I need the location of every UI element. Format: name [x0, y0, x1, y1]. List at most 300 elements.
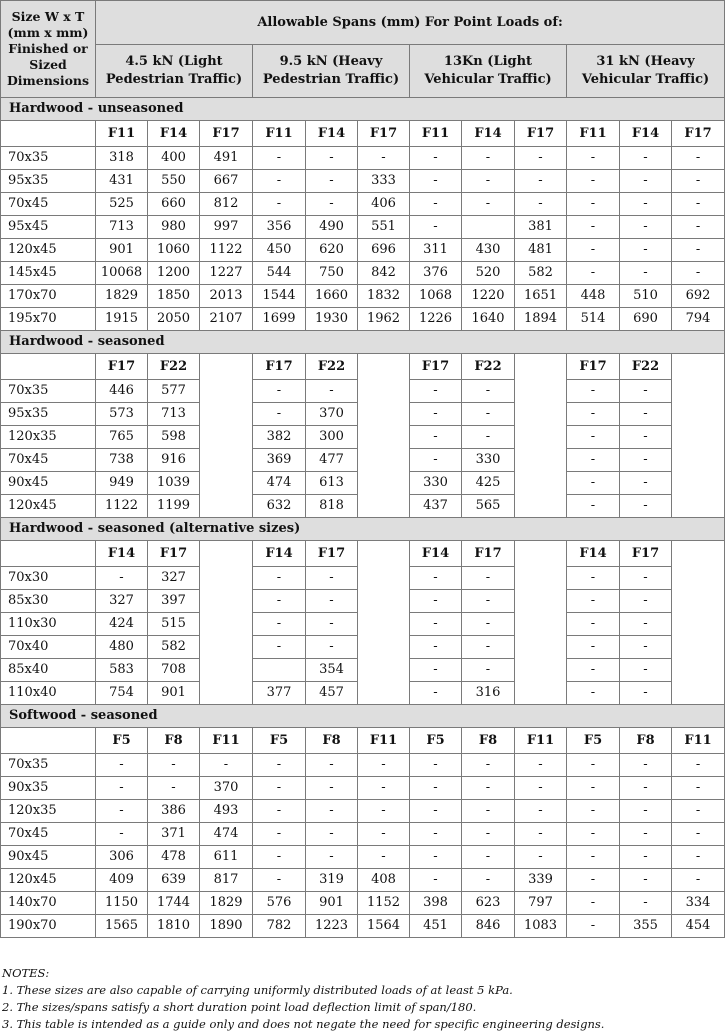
span-value-cell: 1930: [306, 308, 358, 331]
empty-cell: [672, 590, 725, 613]
span-value-cell: -: [410, 823, 462, 846]
span-value-cell: -: [567, 659, 620, 682]
table-row: [1, 682, 725, 705]
empty-cell: [358, 613, 410, 636]
span-value-cell: -: [620, 777, 672, 800]
span-value-cell: 330: [410, 472, 462, 495]
size-cell: 85x30: [1, 590, 96, 613]
span-value-cell: -: [567, 170, 620, 193]
span-value-cell: -: [567, 472, 620, 495]
empty-cell: [358, 449, 410, 472]
grade-label: F11: [567, 121, 620, 147]
span-value-cell: 316: [462, 682, 515, 705]
span-value-cell: 598: [148, 426, 200, 449]
grade-label: F11: [253, 121, 306, 147]
span-value-cell: -: [306, 147, 358, 170]
span-value-cell: -: [620, 426, 672, 449]
span-value-cell: -: [620, 193, 672, 216]
span-value-cell: -: [672, 777, 725, 800]
span-value-cell: 1220: [462, 285, 515, 308]
span-value-cell: -: [306, 846, 358, 869]
section-title-row: [1, 518, 725, 541]
empty-cell: [672, 380, 725, 403]
span-value-cell: -: [462, 869, 515, 892]
table-row: [1, 285, 725, 308]
span-value-cell: -: [410, 682, 462, 705]
span-value-cell: 1223: [306, 915, 358, 938]
span-value-cell: 1226: [410, 308, 462, 331]
span-value-cell: 696: [358, 239, 410, 262]
table-row: [1, 823, 725, 846]
span-value-cell: -: [567, 869, 620, 892]
section-title: Hardwood - seasoned: [1, 331, 725, 354]
empty-cell: [358, 495, 410, 518]
span-value-cell: 1832: [358, 285, 410, 308]
span-value-cell: -: [515, 800, 567, 823]
empty-cell: [515, 354, 567, 380]
table-row: [1, 777, 725, 800]
span-value-cell: 451: [410, 915, 462, 938]
size-cell: 190x70: [1, 915, 96, 938]
span-value-cell: 713: [148, 403, 200, 426]
grade-label: F14: [462, 121, 515, 147]
span-value-cell: 330: [462, 449, 515, 472]
span-value-cell: -: [253, 193, 306, 216]
empty-cell: [515, 495, 567, 518]
span-value-cell: 2013: [200, 285, 253, 308]
span-value-cell: 1660: [306, 285, 358, 308]
empty-cell: [200, 403, 253, 426]
span-value-cell: -: [96, 754, 148, 777]
table-row: [1, 147, 725, 170]
section-title: Hardwood - seasoned (alternative sizes): [1, 518, 725, 541]
empty-cell: [200, 567, 253, 590]
span-value-cell: 386: [148, 800, 200, 823]
span-value-cell: 794: [672, 308, 725, 331]
table-row: [1, 915, 725, 938]
span-value-cell: 611: [200, 846, 253, 869]
span-value-cell: 327: [96, 590, 148, 613]
span-value-cell: 667: [200, 170, 253, 193]
empty-cell: [515, 472, 567, 495]
table-row: [1, 869, 725, 892]
span-value-cell: -: [620, 754, 672, 777]
span-value-cell: -: [306, 567, 358, 590]
span-value-cell: -: [567, 800, 620, 823]
grade-label: F14: [253, 541, 306, 567]
span-value-cell: -: [253, 800, 306, 823]
empty-cell: [515, 682, 567, 705]
section-title-row: [1, 98, 725, 121]
size-cell: 120x45: [1, 869, 96, 892]
span-value-cell: 1068: [410, 285, 462, 308]
span-value-cell: 812: [200, 193, 253, 216]
size-cell: 70x35: [1, 147, 96, 170]
span-value-cell: 1060: [148, 239, 200, 262]
span-value-cell: -: [567, 777, 620, 800]
span-value-cell: 1829: [96, 285, 148, 308]
span-value-cell: -: [253, 147, 306, 170]
span-value-cell: 738: [96, 449, 148, 472]
empty-cell: [200, 636, 253, 659]
span-value-cell: 454: [672, 915, 725, 938]
span-value-cell: -: [358, 823, 410, 846]
span-value-cell: 370: [306, 403, 358, 426]
grade-label: F17: [306, 541, 358, 567]
span-value-cell: -: [306, 193, 358, 216]
span-value-cell: -: [515, 193, 567, 216]
span-value-cell: 480: [96, 636, 148, 659]
empty-cell: [515, 426, 567, 449]
span-value-cell: 409: [96, 869, 148, 892]
span-value-cell: 639: [148, 869, 200, 892]
empty-cell: [672, 613, 725, 636]
span-value-cell: -: [672, 823, 725, 846]
span-value-cell: -: [306, 800, 358, 823]
span-value-cell: 520: [462, 262, 515, 285]
span-value-cell: 491: [200, 147, 253, 170]
span-value-cell: -: [567, 239, 620, 262]
span-value-cell: -: [567, 846, 620, 869]
span-value-cell: -: [620, 449, 672, 472]
size-cell: 95x35: [1, 170, 96, 193]
span-value-cell: -: [253, 170, 306, 193]
table-row: [1, 449, 725, 472]
span-value-cell: 1544: [253, 285, 306, 308]
span-value-cell: 708: [148, 659, 200, 682]
span-value-cell: -: [306, 613, 358, 636]
span-value-cell: -: [567, 823, 620, 846]
grade-label: F17: [620, 541, 672, 567]
span-value-cell: 1699: [253, 308, 306, 331]
span-value-cell: -: [306, 823, 358, 846]
span-value-cell: 1122: [96, 495, 148, 518]
span-value-cell: -: [567, 915, 620, 938]
span-value-cell: -: [200, 754, 253, 777]
span-value-cell: 613: [306, 472, 358, 495]
span-value-cell: 430: [462, 239, 515, 262]
span-value-cell: -: [620, 846, 672, 869]
grade-label: F11: [200, 728, 253, 754]
span-value-cell: -: [358, 777, 410, 800]
size-cell: 70x30: [1, 567, 96, 590]
span-value-cell: -: [410, 777, 462, 800]
span-value-cell: -: [462, 754, 515, 777]
table-row: [1, 216, 725, 239]
empty-cell: [672, 426, 725, 449]
size-cell: 120x35: [1, 800, 96, 823]
span-value-cell: -: [253, 777, 306, 800]
empty-cell: [515, 403, 567, 426]
span-value-cell: 474: [200, 823, 253, 846]
size-cell: 95x45: [1, 216, 96, 239]
empty-cell: [358, 426, 410, 449]
span-value-cell: 997: [200, 216, 253, 239]
span-value-cell: 377: [253, 682, 306, 705]
span-value-cell: 2050: [148, 308, 200, 331]
span-value-cell: -: [567, 495, 620, 518]
span-value-cell: -: [253, 846, 306, 869]
grade-label: F17: [253, 354, 306, 380]
allowable-spans-header: Allowable Spans (mm) For Point Loads of:: [96, 1, 725, 45]
span-value-cell: 369: [253, 449, 306, 472]
span-value-cell: 510: [620, 285, 672, 308]
empty-cell: [200, 682, 253, 705]
span-value-cell: 490: [306, 216, 358, 239]
span-value-cell: 916: [148, 449, 200, 472]
grade-label: F5: [567, 728, 620, 754]
span-value-cell: -: [358, 800, 410, 823]
span-value-cell: 371: [148, 823, 200, 846]
span-value-cell: -: [96, 823, 148, 846]
span-value-cell: -: [462, 147, 515, 170]
size-cell: 110x30: [1, 613, 96, 636]
load-header-31kn: 31 kN (Heavy Vehicular Traffic): [567, 45, 725, 98]
span-value-cell: -: [620, 590, 672, 613]
span-value-cell: 620: [306, 239, 358, 262]
span-value-cell: -: [306, 636, 358, 659]
empty-cell: [358, 403, 410, 426]
span-value-cell: 565: [462, 495, 515, 518]
load-header-13kn: 13Kn (Light Vehicular Traffic): [410, 45, 567, 98]
span-value-cell: -: [567, 426, 620, 449]
empty-cell: [358, 380, 410, 403]
span-value-cell: -: [567, 380, 620, 403]
grade-header-row: [1, 121, 725, 147]
span-value-cell: 1829: [200, 892, 253, 915]
span-value-cell: -: [306, 170, 358, 193]
span-value-cell: -: [462, 846, 515, 869]
grade-label: F17: [515, 121, 567, 147]
span-value-cell: -: [96, 800, 148, 823]
span-value-cell: 1039: [148, 472, 200, 495]
section-title-row: [1, 331, 725, 354]
size-cell: 120x45: [1, 495, 96, 518]
table-row: [1, 846, 725, 869]
span-value-cell: -: [306, 754, 358, 777]
span-value-cell: -: [410, 636, 462, 659]
table-row: [1, 800, 725, 823]
load-header-9-5kn: 9.5 kN (Heavy Pedestrian Traffic): [253, 45, 410, 98]
empty-cell: [672, 354, 725, 380]
span-value-cell: 1199: [148, 495, 200, 518]
notes-title: NOTES:: [2, 966, 50, 980]
span-value-cell: -: [462, 800, 515, 823]
span-value-cell: 623: [462, 892, 515, 915]
span-value-cell: -: [567, 754, 620, 777]
span-value-cell: -: [515, 823, 567, 846]
span-value-cell: -: [620, 495, 672, 518]
span-value-cell: 1640: [462, 308, 515, 331]
empty-cell: [358, 541, 410, 567]
span-value-cell: 582: [515, 262, 567, 285]
empty-cell: [515, 613, 567, 636]
span-value-cell: 370: [200, 777, 253, 800]
size-cell: 70x35: [1, 754, 96, 777]
empty-cell: [515, 449, 567, 472]
span-value-cell: -: [620, 239, 672, 262]
grade-label: F11: [358, 728, 410, 754]
span-value-cell: 400: [148, 147, 200, 170]
empty-cell: [358, 567, 410, 590]
span-value-cell: 355: [620, 915, 672, 938]
span-value-cell: 525: [96, 193, 148, 216]
span-value-cell: -: [462, 659, 515, 682]
span-value-cell: 515: [148, 613, 200, 636]
span-value-cell: -: [672, 216, 725, 239]
span-value-cell: 311: [410, 239, 462, 262]
table-row: [1, 380, 725, 403]
span-value-cell: -: [567, 262, 620, 285]
size-cell: 90x35: [1, 777, 96, 800]
size-cell: 70x45: [1, 823, 96, 846]
span-value-cell: 583: [96, 659, 148, 682]
size-cell: 110x40: [1, 682, 96, 705]
span-value-cell: 457: [306, 682, 358, 705]
empty-cell: [515, 659, 567, 682]
grade-label: F14: [410, 541, 462, 567]
span-value-cell: -: [462, 193, 515, 216]
table-row: [1, 308, 725, 331]
note-item: 2. The sizes/spans satisfy a short duration point load deflection limit of span/180.: [2, 1000, 477, 1014]
grade-label: F17: [96, 354, 148, 380]
span-value-cell: -: [410, 869, 462, 892]
section-title-row: [1, 705, 725, 728]
span-value-cell: -: [306, 777, 358, 800]
span-value-cell: -: [410, 567, 462, 590]
table-row: [1, 636, 725, 659]
span-value-cell: 319: [306, 869, 358, 892]
table-row: [1, 239, 725, 262]
grade-label: F11: [515, 728, 567, 754]
empty-cell: [672, 567, 725, 590]
span-value-cell: -: [253, 567, 306, 590]
span-value-cell: 949: [96, 472, 148, 495]
span-value-cell: -: [620, 472, 672, 495]
grade-label: F14: [620, 121, 672, 147]
span-value-cell: 300: [306, 426, 358, 449]
span-value-cell: 1152: [358, 892, 410, 915]
span-value-cell: 437: [410, 495, 462, 518]
notes-block: [2, 965, 722, 1033]
size-cell: 70x35: [1, 380, 96, 403]
table-row: [1, 170, 725, 193]
size-cell: 85x40: [1, 659, 96, 682]
span-value-cell: 478: [148, 846, 200, 869]
span-value-cell: 846: [462, 915, 515, 938]
span-value-cell: 1810: [148, 915, 200, 938]
span-value-cell: -: [96, 777, 148, 800]
span-value-cell: -: [620, 892, 672, 915]
span-value-cell: 397: [148, 590, 200, 613]
span-value-cell: -: [410, 846, 462, 869]
empty-cell: [200, 659, 253, 682]
section-title: Hardwood - unseasoned: [1, 98, 725, 121]
grade-label: F5: [96, 728, 148, 754]
span-value-cell: -: [462, 403, 515, 426]
size-cell: 70x45: [1, 193, 96, 216]
span-value-cell: 576: [253, 892, 306, 915]
size-cell: 90x45: [1, 846, 96, 869]
span-value-cell: -: [672, 754, 725, 777]
span-value-cell: -: [410, 216, 462, 239]
span-value-cell: [462, 216, 515, 239]
size-column-header: Size W x T (mm x mm) Finished or Sized Dimensions: [1, 1, 96, 98]
span-value-cell: -: [620, 403, 672, 426]
table-row: [1, 567, 725, 590]
span-value-cell: -: [462, 636, 515, 659]
grade-header-spacer: [1, 121, 96, 147]
empty-cell: [358, 636, 410, 659]
span-value-cell: -: [620, 380, 672, 403]
span-value-cell: -: [410, 403, 462, 426]
span-value-cell: -: [410, 590, 462, 613]
span-value-cell: 514: [567, 308, 620, 331]
empty-cell: [200, 590, 253, 613]
span-value-cell: -: [620, 800, 672, 823]
span-value-cell: 1122: [200, 239, 253, 262]
span-value-cell: 544: [253, 262, 306, 285]
empty-cell: [358, 682, 410, 705]
size-cell: 120x45: [1, 239, 96, 262]
span-value-cell: 425: [462, 472, 515, 495]
span-value-cell: 1150: [96, 892, 148, 915]
span-value-cell: -: [620, 613, 672, 636]
span-value-cell: 1890: [200, 915, 253, 938]
table-row: [1, 193, 725, 216]
table-row: [1, 613, 725, 636]
span-value-cell: -: [253, 636, 306, 659]
span-value-cell: -: [253, 403, 306, 426]
span-value-cell: -: [515, 170, 567, 193]
grade-label: F14: [96, 541, 148, 567]
span-value-cell: 692: [672, 285, 725, 308]
grade-header-row: [1, 541, 725, 567]
span-value-cell: -: [148, 754, 200, 777]
span-value-cell: 901: [306, 892, 358, 915]
grade-label: F8: [462, 728, 515, 754]
span-value-cell: -: [567, 613, 620, 636]
span-value-cell: 1850: [148, 285, 200, 308]
load-header-4-5kn: 4.5 kN (Light Pedestrian Traffic): [96, 45, 253, 98]
span-value-cell: 582: [148, 636, 200, 659]
span-value-cell: 382: [253, 426, 306, 449]
grade-header-row: [1, 728, 725, 754]
span-value-cell: -: [620, 216, 672, 239]
span-value-cell: -: [410, 170, 462, 193]
table-row: [1, 495, 725, 518]
span-value-cell: -: [620, 869, 672, 892]
empty-cell: [358, 659, 410, 682]
span-value-cell: -: [515, 147, 567, 170]
span-value-cell: 1565: [96, 915, 148, 938]
span-value-cell: -: [672, 262, 725, 285]
span-value-cell: 318: [96, 147, 148, 170]
span-value-cell: 2107: [200, 308, 253, 331]
span-value-cell: 406: [358, 193, 410, 216]
span-value-cell: -: [96, 567, 148, 590]
grade-label: F14: [306, 121, 358, 147]
span-value-cell: -: [410, 800, 462, 823]
empty-cell: [672, 403, 725, 426]
size-cell: 195x70: [1, 308, 96, 331]
span-value-cell: 1227: [200, 262, 253, 285]
span-value-cell: -: [358, 754, 410, 777]
span-value-cell: -: [567, 449, 620, 472]
span-value-cell: -: [410, 449, 462, 472]
empty-cell: [200, 354, 253, 380]
grade-label: F17: [567, 354, 620, 380]
